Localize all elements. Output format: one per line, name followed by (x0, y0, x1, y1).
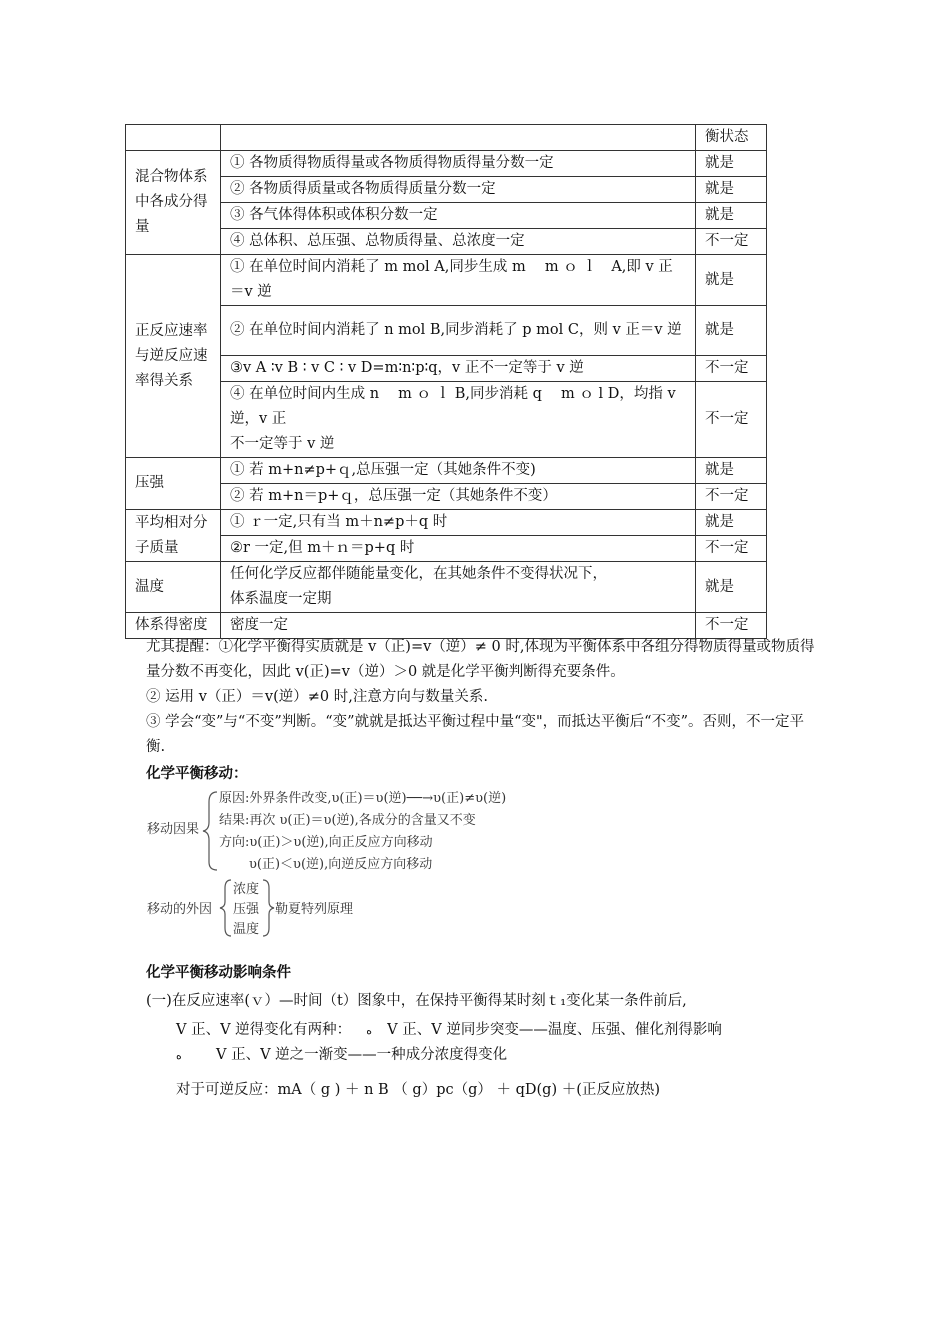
factor-pressure: 压强 (233, 902, 260, 917)
right-brace (263, 880, 274, 936)
header-cell (221, 125, 696, 151)
diagram-direction-forward: 方向:υ(正)＞υ(逆),向正反应方向移动 (219, 835, 433, 850)
result-cell: 就是 (696, 510, 767, 536)
bullet-symbol: ﻩ (366, 1024, 373, 1037)
condition-cell: ② 各物质得质量或各物质得质量分数一定 (221, 177, 696, 203)
group-label: 正反应速率与逆反应速率得关系 (126, 255, 221, 458)
left-brace (203, 792, 217, 870)
result-cell: 不一定 (696, 484, 767, 510)
condition-cell: ③ 各气体得体积或体积分数一定 (221, 203, 696, 229)
result-cell: 不一定 (696, 613, 767, 639)
table-row (126, 151, 767, 177)
result-cell: 不一定 (696, 356, 767, 382)
table-row (126, 458, 767, 484)
condition-cell: ① 若 m+n≠p+ｑ,总压强一定（其她条件不变) (221, 458, 696, 484)
result-cell: 就是 (696, 562, 767, 613)
diagram-direction-reverse: υ(正)＜υ(逆),向逆反应方向移动 (249, 857, 433, 872)
condition-cell: ③v A ∶v B ∶ v C ∶ v D=m∶n∶p∶q，v 正不一定等于 v 逆 (221, 356, 696, 382)
table-row (126, 510, 767, 536)
result-cell: 不一定 (696, 536, 767, 562)
header-cell (126, 125, 221, 151)
table-row (126, 382, 767, 458)
condition-cell: ②r 一定,但 m＋ｎ＝p+q 时 (221, 536, 696, 562)
table-row (126, 562, 767, 613)
group-label: 压强 (126, 458, 221, 510)
table-row (126, 177, 767, 203)
condition-cell: 任何化学反应都伴随能量变化，在其她条件不变得状况下， 体系温度一定期 (221, 562, 696, 613)
table-row (126, 536, 767, 562)
bullet-item-1: V 正、V 逆同步突变——温度、压强、催化剂得影响 (387, 1022, 722, 1038)
table-row (126, 203, 767, 229)
condition-cell: ② 若 m+n＝p+ｑ，总压强一定（其她条件不变） (221, 484, 696, 510)
bullet-item-2: V 正、V 逆之一渐变——一种成分浓度得变化 (216, 1047, 508, 1063)
diagram-result: 结果:再次 υ(正)＝υ(逆),各成分的含量又不变 (219, 813, 476, 828)
table-row (126, 484, 767, 510)
group-label: 体系得密度 (126, 613, 221, 639)
equilibrium-criteria-table (125, 124, 767, 639)
condition-cell: ① 各物质得物质得量或各物质得物质得量分数一定 (221, 151, 696, 177)
section-title-conditions: 化学平衡移动影响条件 (146, 964, 291, 981)
note-3: ③ 学会“变”与“不变”判断。“变”就就是抵达平衡过程中量“变"，而抵达平衡后“不变”。否则，不一定平衡. (146, 714, 804, 755)
header-cell: 衡状态 (696, 125, 767, 151)
condition-cell: ① ｒ一定,只有当 m＋n≠p＋q 时 (221, 510, 696, 536)
group-label: 温度 (126, 562, 221, 613)
table-row (126, 306, 767, 356)
bullet-line-2 (176, 1043, 507, 1068)
condition-cell: ④ 总体积、总压强、总物质得量、总浓度一定 (221, 229, 696, 255)
note-2: ② 运用 v（正）＝v(逆）≠0 时,注意方向与数量关系. (146, 689, 488, 705)
condition-cell: ① 在单位时间内消耗了 m mol A,同步生成 m m ｏ ｌ A,即 v 正＝v 逆 (221, 255, 696, 306)
left-brace (220, 880, 231, 936)
table-row (126, 356, 767, 382)
condition-cell: ② 在单位时间内消耗了 n mol B,同步消耗了 p mol C，则 v 正＝v 逆 (221, 306, 696, 356)
result-cell: 就是 (696, 306, 767, 356)
reaction-equation: 对于可逆反应：mA（ g ) ＋ n B （ g）pc（g） ＋ qD(g) ＋(正反应放热) (176, 1082, 661, 1098)
bullet-line-1 (176, 1018, 722, 1043)
result-cell: 不一定 (696, 382, 767, 458)
section-title-shift: 化学平衡移动： (146, 765, 248, 782)
diagram-label-cause-effect: 移动因果 (147, 822, 200, 837)
table-row (126, 255, 767, 306)
factor-concentration: 浓度 (233, 882, 260, 897)
bullet-intro: V 正、V 逆得变化有两种： (176, 1022, 352, 1038)
group-label: 混合物体系中各成分得量 (126, 151, 221, 255)
result-cell: 不一定 (696, 229, 767, 255)
diagram-cause: 原因:外界条件改变,υ(正)＝υ(逆)──→υ(正)≠υ(逆) (219, 791, 507, 806)
condition-cell: ④ 在单位时间内生成 n m ｏ ｌ B,同步消耗 q m ｏ l D，均指 v 逆，v 正 不一定等于 v 逆 (221, 382, 696, 458)
result-cell: 就是 (696, 177, 767, 203)
result-cell: 就是 (696, 203, 767, 229)
result-cell: 就是 (696, 458, 767, 484)
note-1: 尤其提醒：①化学平衡得实质就是 v（正)=v（逆）≠ 0 时,体现为平衡体系中各组分得物质得量或物质得量分数不再变化，因此 v(正)=v（逆）＞0 就是化学平衡判断得充要条件。 (146, 639, 815, 680)
condition-cell: 密度一定 (221, 613, 696, 639)
result-cell: 就是 (696, 255, 767, 306)
bullet-symbol: ﻩ (176, 1049, 182, 1062)
le-chatelier-principle: 勒夏特列原理 (275, 902, 354, 917)
table-row (126, 229, 767, 255)
part-one-text: (一)在反应速率(ｖ）—时间（t）图象中，在保持平衡得某时刻ｔ₁变化某一条件前后, (146, 993, 687, 1009)
group-label: 平均相对分子质量 (126, 510, 221, 562)
equilibrium-shift-diagram (145, 786, 565, 946)
table-header-row (126, 125, 767, 151)
result-cell: 就是 (696, 151, 767, 177)
diagram-label-external: 移动的外因 (147, 902, 213, 917)
factor-temperature: 温度 (233, 922, 260, 937)
